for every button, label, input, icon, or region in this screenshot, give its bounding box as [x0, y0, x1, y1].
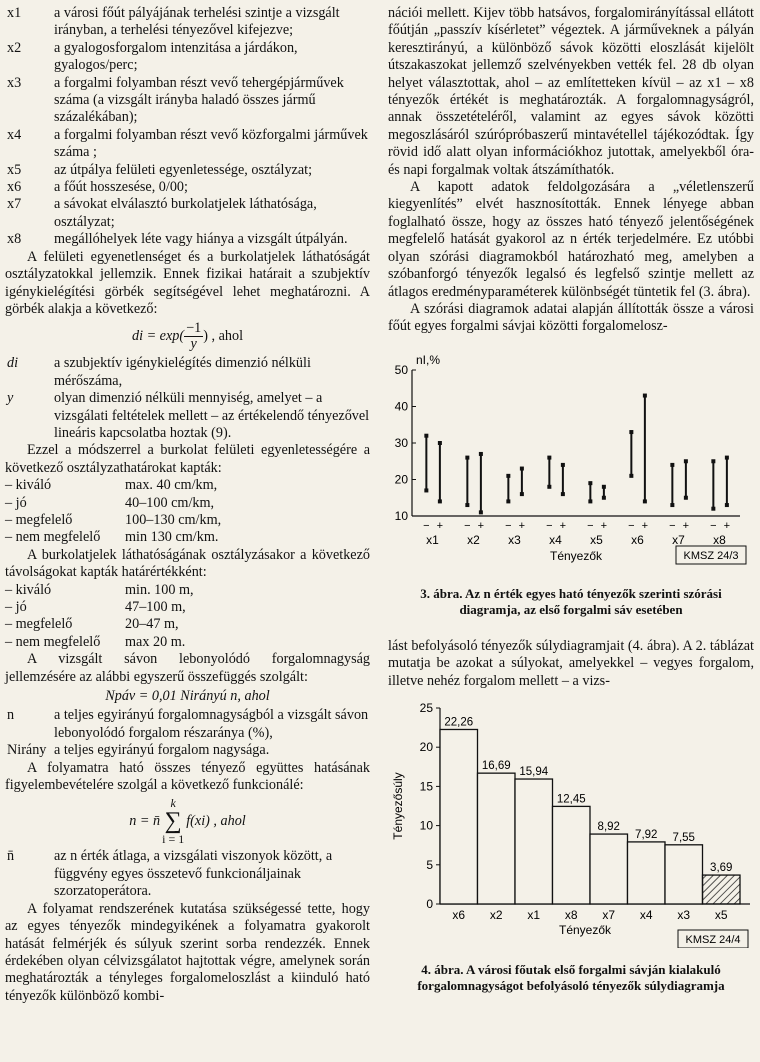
x-tick-label: x7	[672, 532, 685, 547]
bar	[665, 845, 703, 904]
x-tick-label: x8	[564, 907, 578, 922]
range-point-bottom	[725, 503, 729, 507]
bar	[515, 779, 553, 904]
definition-row	[5, 127, 370, 162]
y-tick-label: 15	[419, 779, 433, 794]
range-point-top	[465, 455, 469, 459]
definition-symbol: x7	[7, 196, 22, 213]
left-column	[5, 5, 370, 1005]
x-tick-label: x6	[631, 532, 644, 547]
class-name: – jó	[5, 599, 27, 615]
class-name: – kiváló	[5, 477, 52, 494]
y-axis-label: Tényezősúly	[391, 772, 405, 840]
definition-row	[5, 707, 370, 742]
y-tick-label: 20	[419, 740, 433, 755]
formula-lhs: di = exp(	[131, 328, 185, 345]
pair-label: −	[710, 519, 717, 532]
stamp-label: KMSZ 24/4	[685, 933, 741, 946]
x-tick-label: x6	[452, 907, 466, 922]
definition-symbol: x3	[7, 74, 22, 91]
definition-text: megállóhelyek léte vagy hiánya a vizsgált útpályán.	[54, 231, 348, 248]
definition-text: a gyalogosforgalom intenzitása a járdákon, gyalogos/perc;	[54, 39, 298, 74]
range-point-bottom	[465, 503, 469, 507]
range-point-bottom	[588, 499, 592, 503]
evenness-classes	[5, 477, 370, 547]
bar-value-label: 22,26	[444, 716, 474, 729]
class-value: 47–100 m,	[125, 599, 186, 615]
y-tick-label: 10	[419, 818, 433, 833]
class-row	[5, 582, 370, 599]
x-axis-label: Tényezők	[549, 548, 603, 563]
class-name: – kiváló	[5, 581, 52, 598]
class-value: 100–130 cm/km,	[125, 511, 222, 528]
x-tick-label: x5	[590, 532, 603, 547]
y-axis-label: nI,%	[416, 352, 441, 367]
pair-label: +	[436, 519, 444, 532]
range-point-bottom	[561, 492, 565, 496]
definition-text: a sávokat elválasztó burkolatjelek láthatósága, osztályzat;	[54, 196, 317, 230]
pair-label: +	[600, 519, 608, 532]
figure-4-caption: 4. ábra. A városi főutak első forgalmi sávján kialakuló forgalomnagyságot befolyásoló tényezők súlydiagramja	[417, 961, 725, 993]
range-point-bottom	[438, 499, 442, 503]
paragraph: A burkolatjelek láthatóságának osztályzásakor a következő távolságokat kapták határértékként:	[5, 546, 370, 581]
definition-row	[5, 75, 370, 127]
definition-row	[5, 40, 370, 75]
y-tick-label: 5	[426, 857, 433, 872]
range-point-bottom	[506, 499, 510, 503]
pair-label: +	[723, 519, 731, 532]
range-point-top	[424, 433, 428, 437]
definition-text: a teljes egyirányú forgalom nagysága.	[54, 742, 270, 759]
n-definitions	[5, 707, 370, 759]
range-point-top	[438, 441, 442, 445]
definition-row	[5, 390, 370, 442]
di-definitions	[5, 355, 370, 442]
sum-operator	[162, 797, 184, 845]
range-point-top	[520, 466, 524, 470]
sum-bottom: i = 1	[162, 832, 185, 847]
x-tick-label: x3	[508, 532, 521, 547]
range-point-bottom	[547, 485, 551, 489]
range-point-bottom	[520, 492, 524, 496]
range-point-top	[547, 455, 551, 459]
formula-fraction	[184, 321, 203, 352]
definition-symbol: x8	[7, 231, 22, 248]
pair-label: −	[423, 519, 430, 532]
range-point-top	[684, 459, 688, 463]
x-tick-label: x5	[714, 907, 728, 922]
right-column	[388, 5, 754, 994]
nbar-definitions	[5, 848, 370, 900]
figure-3-caption: 3. ábra. Az n érték egyes ható tényezők szerinti szórási diagramja, az első forgalmi sáv esetében	[420, 585, 722, 617]
pair-label: −	[546, 519, 553, 532]
formula-rhs: f(xi) , ahol	[186, 812, 246, 829]
range-point-top	[602, 485, 606, 489]
stamp-label: KMSZ 24/3	[683, 549, 739, 562]
y-tick-label: 20	[394, 472, 408, 487]
bar-value-label: 7,55	[672, 831, 695, 844]
y-tick-label: 0	[426, 896, 433, 911]
class-name: – megfelelő	[5, 616, 73, 633]
visibility-classes	[5, 582, 370, 652]
range-point-bottom	[670, 503, 674, 507]
class-name: – jó	[5, 494, 27, 511]
pair-label: −	[628, 519, 635, 532]
weight-bar-chart	[388, 698, 754, 948]
definition-symbol: x1	[7, 5, 22, 21]
paragraph: A vizsgált sávon lebonyolódó forgalomnagyság jellemzésére az alábbi egyszerű összefüggés szolgált:	[5, 651, 370, 685]
x-tick-label: x4	[639, 907, 653, 922]
paragraph: A szórási diagramok adatai alapján állították össze a városi főút egyes forgalmi sávjai közötti forgalomelosz-	[388, 300, 754, 335]
bar-value-label: 16,69	[481, 760, 511, 773]
formula-denominator: y	[190, 336, 197, 353]
class-value: min 130 cm/km.	[125, 529, 219, 546]
range-point-bottom	[684, 495, 688, 499]
definition-symbol: x4	[7, 126, 22, 143]
bar-value-label: 12,45	[556, 793, 586, 806]
class-row	[5, 495, 370, 512]
sum-top: k	[170, 796, 176, 811]
class-value: min. 100 m,	[125, 581, 194, 598]
range-point-top	[643, 393, 647, 397]
range-point-top	[479, 452, 483, 456]
formula-rhs: ) , ahol	[203, 328, 244, 345]
formula-lhs: n = n̄	[129, 812, 161, 829]
bar-value-label: 7,92	[635, 828, 658, 841]
pair-label: −	[505, 519, 512, 532]
x-tick-label: x1	[527, 907, 541, 922]
class-value: max 20 m.	[125, 633, 186, 650]
class-value: 20–47 m,	[125, 616, 179, 633]
pair-label: +	[559, 519, 567, 532]
definition-row	[5, 179, 370, 196]
definition-row	[5, 742, 370, 759]
x-tick-label: x2	[489, 907, 503, 922]
y-tick-label: 25	[419, 700, 433, 715]
class-value: 40–100 cm/km,	[125, 494, 215, 511]
definition-text: a főút hosszesése, 0/00;	[54, 179, 188, 196]
paragraph: A kapott adatok feldolgozására a „véletlenszerű kiegyenlítés” elvét hasznosították. Ennek lényege abban foglalható össze, hogy az összes ható tényező jelentőségének megfelelő hatását gyakorol az n érték terjedelmére. Ez utóbbi olyan szórási diagramokból határozható meg, amelyben a szóbanforgó tényezők legalsó és legfelső szintje mellett az átlagos eredményparaméterek különbségét tüntetik fel (3. ábra).	[388, 179, 754, 300]
paragraph: A felületi egyenetlenséget és a burkolatjelek láthatóságát osztályzatokkal jellemzik. Ennek fizikai határait a szubjektív igénykielégítési görbék segítségével lehet meghatározni. A görbék alakja a következő:	[5, 248, 370, 317]
x-tick-label: x8	[713, 532, 726, 547]
range-point-top	[670, 463, 674, 467]
factor-definitions	[5, 5, 370, 249]
definition-symbol: n	[7, 707, 15, 724]
formula-numerator: −1	[186, 320, 202, 337]
definition-symbol: x6	[7, 179, 22, 196]
x-tick-label: x7	[602, 907, 616, 922]
class-row	[5, 634, 370, 651]
bar	[628, 842, 666, 904]
scatter-range-chart	[388, 348, 754, 574]
definition-row	[5, 231, 370, 248]
definition-row	[5, 848, 370, 900]
range-point-top	[506, 474, 510, 478]
range-point-top	[725, 455, 729, 459]
class-name: – megfelelő	[5, 511, 73, 528]
class-name: – nem megfelelő	[5, 633, 101, 650]
formula-functional	[5, 797, 370, 845]
y-tick-label: 30	[394, 435, 408, 450]
definition-row	[5, 162, 370, 179]
range-point-bottom	[711, 506, 715, 510]
range-point-top	[629, 430, 633, 434]
bar	[590, 834, 628, 904]
definition-symbol: Nirány	[7, 742, 47, 759]
range-point-bottom	[629, 474, 633, 478]
class-row	[5, 599, 370, 616]
paragraph: A folyamatra ható összes tényező együttes hatásának figyelembevételére szolgál a következő funkcionálé:	[5, 759, 370, 794]
class-row	[5, 529, 370, 546]
definition-text: az n érték átlaga, a vizsgálati viszonyok között, a függvény egyes összetevő funkcionáljainak szorzatoperátora.	[54, 848, 333, 900]
class-row	[5, 512, 370, 529]
definition-symbol: y	[7, 390, 14, 407]
definition-text: a városi főút pályájának terhelési szintje a vizsgált irányban, a terhelési tényezővel kifejezve;	[54, 5, 340, 39]
pair-label: −	[464, 519, 471, 532]
bar-value-label: 3,69	[710, 862, 733, 875]
range-point-bottom	[479, 510, 483, 514]
class-value: max. 40 cm/km,	[125, 477, 218, 494]
formula-di	[5, 321, 370, 352]
x-tick-label: x1	[426, 532, 439, 547]
x-axis-label: Tényezők	[558, 922, 612, 937]
pair-label: −	[587, 519, 594, 532]
x-tick-label: x3	[677, 907, 691, 922]
sum-symbol: ∑	[164, 808, 182, 835]
range-point-top	[561, 463, 565, 467]
definition-symbol: di	[7, 355, 19, 372]
class-row	[5, 477, 370, 494]
formula-npav: Npáv = 0,01 Nirányú n, ahol	[105, 688, 270, 705]
definition-text: a forgalmi folyamban részt vevő közforgalmi járművek száma ;	[54, 126, 368, 161]
definition-row	[5, 355, 370, 390]
range-point-top	[588, 481, 592, 485]
range-point-top	[711, 459, 715, 463]
paragraph: A folyamat rendszerének kutatása szükségessé tette, hogy az egyes tényezők mindegyikének a folyamatra gyakorolt hatását felmérjék és súlyuk szerint sorba rendezzék. Ennek érdekében olyan célvizsgálatot hajtottak végre, amelynek során meghatározták a tényleges forgalomeloszlást a kiinduló ható tényezők különböző kombi-	[5, 900, 370, 1004]
pair-label: +	[477, 519, 485, 532]
pair-label: −	[669, 519, 676, 532]
pair-label: +	[518, 519, 526, 532]
definition-symbol: x5	[7, 161, 22, 178]
pair-label: +	[641, 519, 649, 532]
definition-row	[5, 196, 370, 231]
definition-row	[5, 5, 370, 40]
paragraph: lást befolyásoló tényezők súlydiagramjait (4. ábra). A 2. táblázat mutatja be azokat a súlyokat, amelyekkel – vegyes forgalom, illetve nehéz forgalom mellett – a vizs-	[388, 637, 754, 689]
definition-text: a teljes egyirányú forgalomnagyságból a vizsgált sávon lebonyolódó forgalom részaránya (%),	[54, 707, 369, 741]
definition-symbol: n̄	[7, 848, 15, 865]
range-point-bottom	[643, 499, 647, 503]
x-tick-label: x2	[467, 532, 480, 547]
definition-text: a forgalmi folyamban részt vevő tehergépjárművek száma (a vizsgált irányba haladó összes jármű százalékában);	[54, 74, 344, 126]
bar	[440, 729, 478, 904]
y-tick-label: 40	[394, 399, 408, 414]
y-tick-label: 50	[394, 362, 408, 377]
bar	[478, 773, 516, 904]
bar	[703, 875, 741, 904]
class-name: – nem megfelelő	[5, 529, 101, 546]
range-point-bottom	[424, 488, 428, 492]
definition-symbol: x2	[7, 39, 22, 56]
definition-text: a szubjektív igénykielégítés dimenzió nélküli mérőszáma,	[54, 355, 311, 389]
bar-value-label: 15,94	[519, 765, 549, 778]
class-row	[5, 616, 370, 633]
definition-text: olyan dimenzió nélküli mennyiség, amelyet – a vizsgálati feltételek mellett – az értékelendő tényezővel lineáris kapcsolatba hoztak (9).	[54, 390, 370, 441]
definition-text: az útpálya felületi egyenletessége, osztályzat;	[54, 161, 313, 178]
paragraph: nációi mellett. Kijev több hatsávos, forgalomirányítással ellátott főútján „passzív kísérletet” végeztek. A járműveknek a pályán keresztirányú, a különböző sávok közötti eloszlását kijelölt útszakaszokat jellemző szelvényekben vették fel. 28 db olyan helyet választottak, ahol – az említetteken kívül – az x1 – x8 tényezők értékét is meghatározták. A forgalomnagyságról, annak összetételéről, valamint az egyes sávok közötti megoszlásáról szúrópróbaszerű mintavétellel tájékozódtak. Így rövid idő alatt olyan információkhoz jutottak, amelyekből óra- és napi forgalmak voltak átszámíthatók.	[388, 5, 754, 178]
pair-label: +	[682, 519, 690, 532]
paragraph: Ezzel a módszerrel a burkolat felületi egyenletességére a következő osztályzathatárokat kapták:	[5, 442, 370, 476]
y-tick-label: 10	[394, 508, 408, 523]
range-point-bottom	[602, 495, 606, 499]
bar-value-label: 8,92	[597, 821, 620, 834]
bar	[553, 806, 591, 904]
x-tick-label: x4	[549, 532, 562, 547]
